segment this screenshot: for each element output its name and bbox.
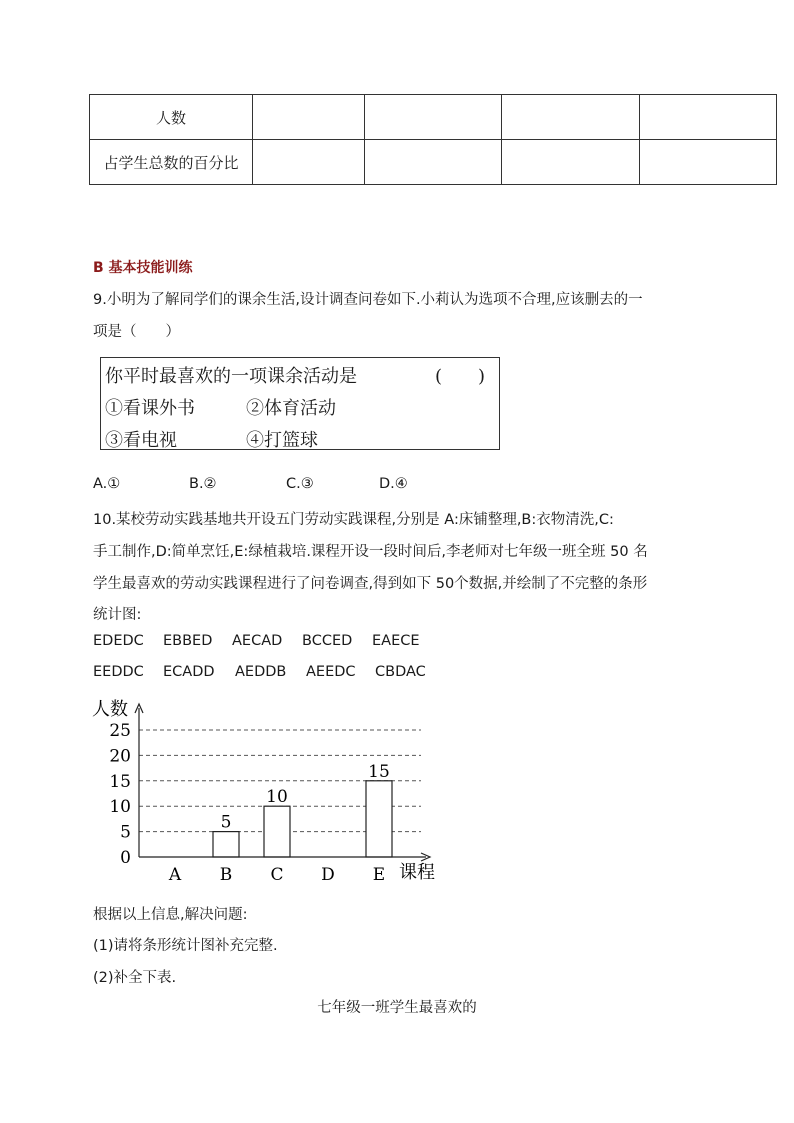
choice-c: C.③ (286, 476, 314, 492)
data-label: 15 (368, 761, 390, 782)
survey-question-box (100, 357, 500, 450)
q10-text-line-3: 学生最喜欢的劳动实践课程进行了问卷调查,得到如下 50个数据,并绘制了不完整的条形 (93, 576, 648, 592)
data-group: ECADD (163, 664, 215, 680)
y-tick-label: 0 (120, 848, 131, 868)
data-label: 5 (220, 812, 232, 833)
survey-option-4: ④打篮球 (246, 430, 318, 451)
row-label: 人数 (90, 95, 253, 140)
previous-question-table (89, 94, 777, 185)
survey-question: 你平时最喜欢的一项课余活动是 (105, 366, 357, 387)
data-group: BCCED (302, 633, 353, 649)
data-group: AECAD (232, 633, 283, 649)
table-cell (640, 140, 777, 185)
survey-option-2: ②体育活动 (246, 398, 336, 419)
y-tick-label: 5 (120, 822, 131, 843)
data-group: EDEDC (93, 633, 144, 649)
table-cell (253, 140, 365, 185)
choice-b: B.② (189, 476, 217, 492)
y-tick-label: 10 (109, 797, 131, 818)
bar-C (264, 806, 290, 857)
choice-d: D.④ (379, 476, 408, 492)
choice-a: A.① (93, 476, 121, 492)
data-group: AEDDB (235, 664, 287, 680)
x-axis-label: 课程 (399, 862, 435, 883)
data-labels (221, 762, 390, 833)
x-tick-label: D (321, 865, 335, 885)
q10-text-line-1: 10.某校劳动实践基地共开设五门劳动实践课程,分别是 A:床铺整理,B:衣物清洗,C: (93, 512, 614, 528)
y-tick-label: 25 (109, 721, 131, 741)
y-tick-label: 20 (109, 746, 131, 767)
survey-option-1: ①看课外书 (105, 398, 195, 419)
y-tick-labels (109, 721, 131, 868)
table-cell (365, 95, 502, 140)
table-row (90, 140, 777, 185)
table-cell (502, 95, 640, 140)
table-cell (502, 140, 640, 185)
table-title: 七年级一班学生最喜欢的 (317, 1000, 477, 1016)
y-axis-label: 人数 (92, 699, 128, 720)
data-group: EBBED (163, 633, 213, 649)
table-cell (365, 140, 502, 185)
data-group: EAECE (372, 633, 420, 649)
bar-E (366, 781, 392, 857)
x-tick-label: B (219, 865, 233, 885)
q10-text-line-2: 手工制作,D:简单烹饪,E:绿植栽培.课程开设一段时间后,李老师对七年级一班全班 50 名 (93, 544, 648, 560)
section-heading: B 基本技能训练 (93, 260, 193, 276)
sub-question-1: (1)请将条形统计图补充完整. (93, 938, 278, 954)
table-row (90, 95, 777, 140)
data-group: EEDDC (93, 664, 144, 680)
q9-text-line-2: 项是（ ） (93, 324, 180, 340)
table-cell (640, 95, 777, 140)
x-tick-labels (168, 865, 385, 885)
bar-B (213, 832, 239, 857)
x-tick-label: E (372, 865, 386, 885)
q10-text-line-4: 统计图: (93, 607, 142, 623)
answer-parenthesis: ( ) (435, 366, 486, 387)
data-label: 10 (266, 787, 288, 808)
data-group: AEEDC (306, 664, 356, 680)
x-tick-label: A (168, 865, 182, 885)
survey-option-3: ③看电视 (105, 430, 177, 451)
bars (213, 781, 392, 857)
sub-question-2: (2)补全下表. (93, 970, 177, 986)
row-label: 占学生总数的百分比 (90, 140, 253, 185)
y-tick-label: 15 (109, 771, 131, 792)
instructions: 根据以上信息,解决问题: (93, 907, 248, 923)
q9-text-line-1: 9.小明为了解同学们的课余生活,设计调查问卷如下.小莉认为选项不合理,应该删去的一 (93, 292, 643, 308)
data-group: CBDAC (375, 664, 426, 680)
x-tick-label: C (270, 865, 284, 885)
bar-chart (85, 688, 455, 888)
table-cell (253, 95, 365, 140)
